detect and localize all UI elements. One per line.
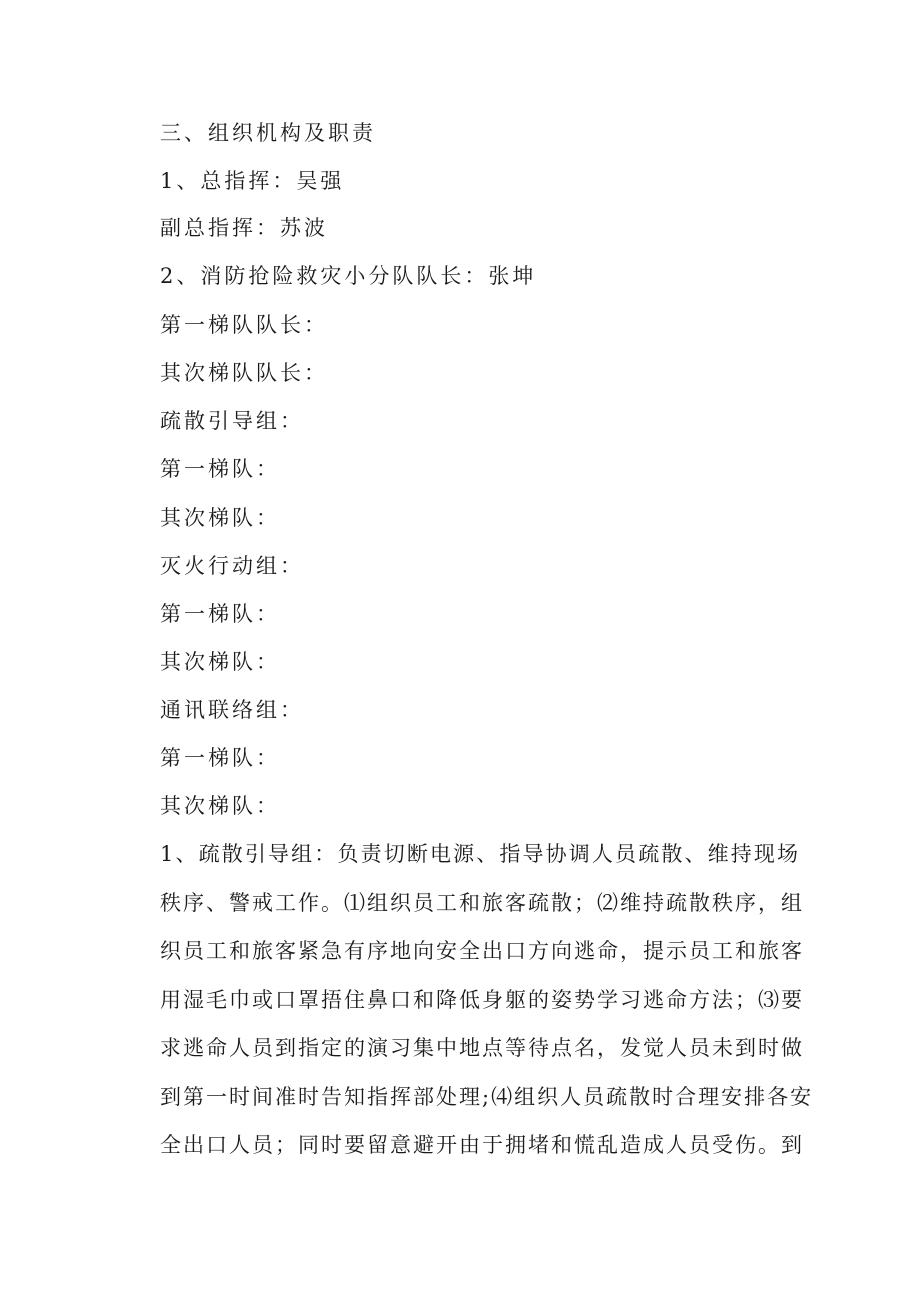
first-echelon-leader-line: 第一梯队队长：: [160, 313, 328, 337]
commander-line: 1、总指挥：吴强: [160, 169, 345, 193]
firefighting-second-echelon: 其次梯队：: [160, 650, 280, 674]
second-echelon-leader-line: 其次梯队队长：: [160, 361, 328, 385]
communication-second-echelon: 其次梯队：: [160, 794, 280, 818]
firefighting-group-heading: 灭火行动组：: [160, 554, 304, 578]
firefighting-first-echelon: 第一梯队：: [160, 602, 280, 626]
communication-first-echelon: 第一梯队：: [160, 746, 280, 770]
paragraph-line: 全出口人员；同时要留意避开由于拥堵和慌乱造成人员受伤。到: [160, 1133, 804, 1157]
evacuation-second-echelon: 其次梯队：: [160, 506, 280, 530]
section-title: 三、组织机构及职责: [160, 121, 376, 145]
team-leader-line: 2、消防抢险救灾小分队队长：张坤: [160, 264, 537, 288]
evacuation-duties-paragraph: [160, 830, 814, 1170]
paragraph-line: 求逃命人员到指定的演习集中地点等待点名，发觉人员未到时做: [160, 1036, 804, 1060]
paragraph-line: 秩序、警戒工作。⑴组织员工和旅客疏散；⑵维持疏散秩序，组: [160, 890, 804, 915]
deputy-commander-line: 副总指挥：苏波: [160, 216, 328, 240]
paragraph-line: 用湿毛巾或口罩捂住鼻口和降低身躯的姿势学习逃命方法；⑶要: [160, 987, 804, 1012]
paragraph-line: 1、疏散引导组：负责切断电源、指导协调人员疏散、维持现场: [160, 842, 800, 866]
communication-group-heading: 通讯联络组：: [160, 698, 304, 722]
paragraph-line: 到第一时间准时告知指挥部处理;⑷组织人员疏散时合理安排各安: [160, 1084, 814, 1109]
paragraph-line: 织员工和旅客紧急有序地向安全出口方向逃命，提示员工和旅客: [160, 939, 804, 963]
evacuation-first-echelon: 第一梯队：: [160, 457, 280, 481]
evacuation-group-heading: 疏散引导组：: [160, 409, 304, 433]
